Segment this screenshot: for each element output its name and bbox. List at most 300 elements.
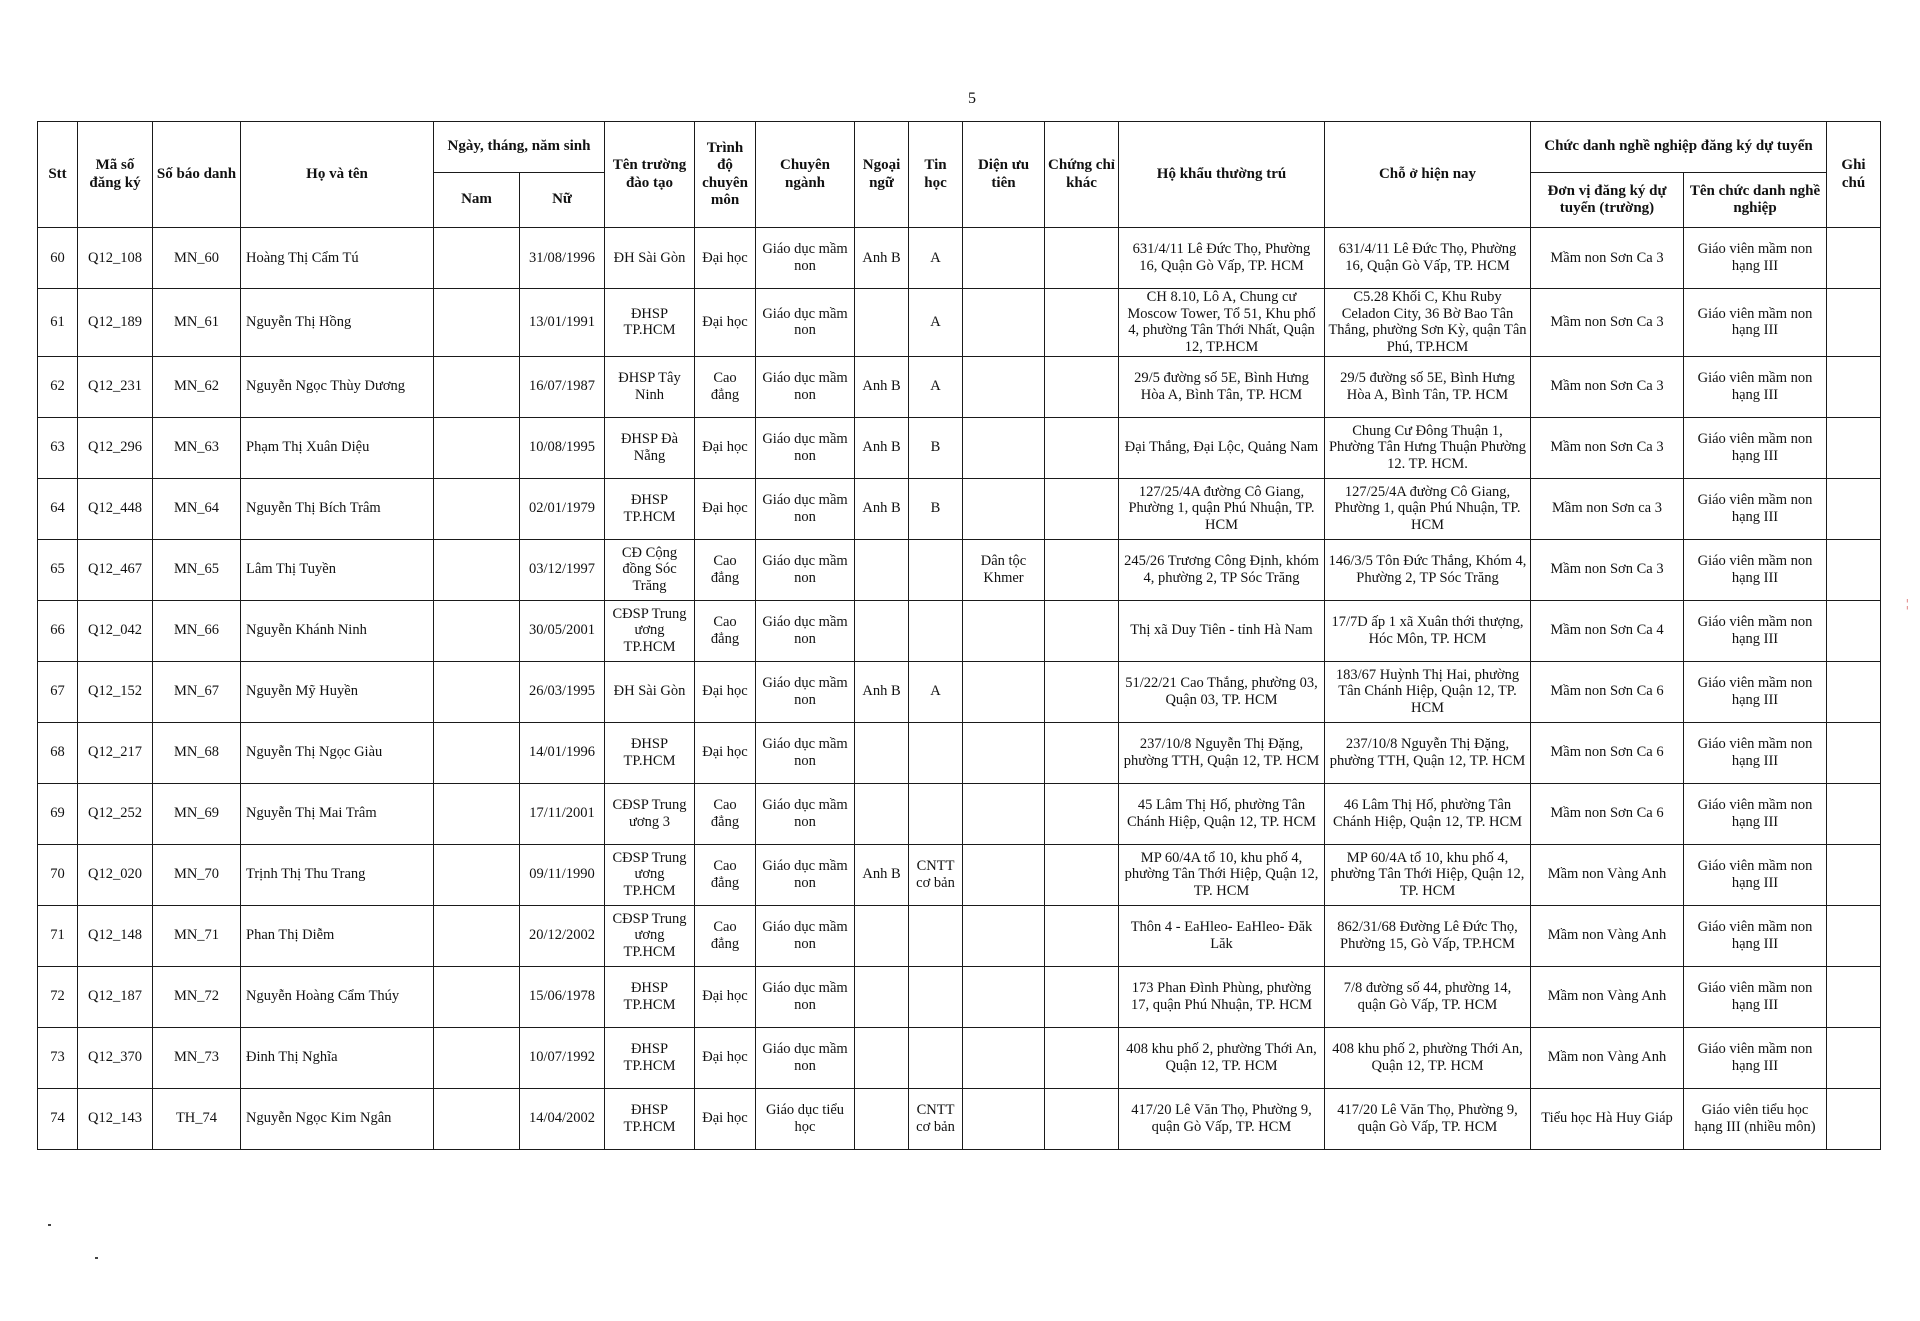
cell-chung-chi [1045,289,1119,357]
cell-nam [434,905,520,966]
cell-nam [434,228,520,289]
cell-ma-so: Q12_108 [78,228,153,289]
cell-dien-uu-tien [963,356,1045,417]
cell-tin-hoc [909,783,963,844]
cell-ho-ten: Nguyễn Ngọc Thùy Dương [241,356,434,417]
scan-speck [95,1257,98,1259]
cell-ho-khau: Thị xã Duy Tiên - tỉnh Hà Nam [1119,600,1325,661]
cell-trinh-do: Đại học [695,289,756,357]
cell-tin-hoc: A [909,289,963,357]
cell-nam [434,417,520,478]
cell-nam [434,1027,520,1088]
cell-so-bao-danh: MN_68 [153,722,241,783]
cell-tin-hoc: B [909,417,963,478]
cell-dien-uu-tien [963,478,1045,539]
header-ngoai-ngu: Ngoại ngữ [855,122,909,228]
cell-cho-o: 46 Lâm Thị Hố, phường Tân Chánh Hiệp, Quận 12, TP. HCM [1325,783,1531,844]
cell-so-bao-danh: TH_74 [153,1088,241,1149]
header-chuc-danh: Chức danh nghề nghiệp đăng ký dự tuyển [1531,122,1827,173]
cell-dien-uu-tien [963,417,1045,478]
cell-tin-hoc: CNTT cơ bản [909,1088,963,1149]
cell-ngoai-ngu: Anh B [855,844,909,905]
cell-ho-khau: 51/22/21 Cao Thắng, phường 03, Quận 03, TP. HCM [1119,661,1325,722]
cell-dien-uu-tien [963,1088,1045,1149]
cell-nu: 31/08/1996 [520,228,605,289]
cell-nam [434,844,520,905]
cell-so-bao-danh: MN_69 [153,783,241,844]
cell-ho-ten: Nguyễn Thị Ngọc Giàu [241,722,434,783]
cell-stt: 66 [38,600,78,661]
cell-ho-ten: Đinh Thị Nghĩa [241,1027,434,1088]
cell-ghi-chu [1827,966,1881,1027]
cell-chuyen-nganh: Giáo dục mầm non [756,228,855,289]
cell-nu: 20/12/2002 [520,905,605,966]
table-row [38,844,1881,905]
cell-cho-o: Chung Cư Đông Thuận 1, Phường Tân Hưng Thuận Phường 12. TP. HCM. [1325,417,1531,478]
cell-ho-khau: 237/10/8 Nguyễn Thị Đặng, phường TTH, Quận 12, TP. HCM [1119,722,1325,783]
table-row [38,228,1881,289]
cell-don-vi: Mầm non Sơn Ca 3 [1531,539,1684,600]
cell-ngoai-ngu [855,600,909,661]
cell-truong: ĐH Sài Gòn [605,661,695,722]
cell-tin-hoc: CNTT cơ bản [909,844,963,905]
cell-ma-so: Q12_187 [78,966,153,1027]
cell-ma-so: Q12_448 [78,478,153,539]
cell-ghi-chu [1827,1088,1881,1149]
cell-truong: ĐHSP TP.HCM [605,722,695,783]
candidate-table [37,121,1881,1150]
header-ma-so: Mã số đăng ký [78,122,153,228]
cell-don-vi: Mầm non Vàng Anh [1531,966,1684,1027]
cell-stt: 73 [38,1027,78,1088]
cell-chung-chi [1045,966,1119,1027]
cell-ma-so: Q12_252 [78,783,153,844]
cell-chuyen-nganh: Giáo dục mầm non [756,905,855,966]
cell-tin-hoc [909,966,963,1027]
cell-chuc-danh: Giáo viên mầm non hạng III [1684,417,1827,478]
cell-don-vi: Mầm non Sơn Ca 4 [1531,600,1684,661]
cell-stt: 65 [38,539,78,600]
cell-ho-ten: Nguyễn Ngọc Kim Ngân [241,1088,434,1149]
cell-chung-chi [1045,783,1119,844]
cell-truong: CĐSP Trung ương 3 [605,783,695,844]
cell-cho-o: 17/7D ấp 1 xã Xuân thới thượng, Hóc Môn, TP. HCM [1325,600,1531,661]
cell-ghi-chu [1827,844,1881,905]
header-don-vi: Đơn vị đăng ký dự tuyển (trường) [1531,173,1684,228]
cell-nam [434,661,520,722]
cell-chuyen-nganh: Giáo dục mầm non [756,966,855,1027]
cell-truong: ĐHSP Tây Ninh [605,356,695,417]
cell-don-vi: Mầm non Sơn Ca 6 [1531,783,1684,844]
cell-trinh-do: Đại học [695,478,756,539]
cell-nam [434,478,520,539]
table-row [38,356,1881,417]
cell-nam [434,289,520,357]
header-so-bao-danh: Số báo danh [153,122,241,228]
cell-chuyen-nganh: Giáo dục mầm non [756,356,855,417]
header-chung-chi: Chứng chỉ khác [1045,122,1119,228]
cell-truong: ĐHSP TP.HCM [605,478,695,539]
cell-ho-khau: CH 8.10, Lô A, Chung cư Moscow Tower, Tổ 51, Khu phố 4, phường Tân Thới Nhất, Quận 12, TP.HCM [1119,289,1325,357]
header-ho-khau: Hộ khẩu thường trú [1119,122,1325,228]
cell-truong: CĐ Cộng đồng Sóc Trăng [605,539,695,600]
cell-trinh-do: Đại học [695,722,756,783]
cell-trinh-do: Đại học [695,1088,756,1149]
cell-ghi-chu [1827,417,1881,478]
cell-chuyen-nganh: Giáo dục mầm non [756,722,855,783]
cell-chung-chi [1045,478,1119,539]
cell-trinh-do: Cao đẳng [695,844,756,905]
header-ghi-chu: Ghi chú [1827,122,1881,228]
cell-cho-o: 408 khu phố 2, phường Thới An, Quận 12, TP. HCM [1325,1027,1531,1088]
header-ho-ten: Họ và tên [241,122,434,228]
cell-cho-o: 631/4/11 Lê Đức Thọ, Phường 16, Quận Gò Vấp, TP. HCM [1325,228,1531,289]
cell-ghi-chu [1827,600,1881,661]
margin-mark: ¦ [1906,596,1909,610]
cell-truong: CĐSP Trung ương TP.HCM [605,600,695,661]
cell-don-vi: Mầm non Vàng Anh [1531,1027,1684,1088]
cell-tin-hoc: B [909,478,963,539]
table-row [38,289,1881,357]
table-body [38,228,1881,1150]
cell-don-vi: Mầm non Vàng Anh [1531,844,1684,905]
cell-chung-chi [1045,356,1119,417]
cell-ghi-chu [1827,478,1881,539]
cell-so-bao-danh: MN_64 [153,478,241,539]
cell-nu: 14/01/1996 [520,722,605,783]
cell-nu: 03/12/1997 [520,539,605,600]
cell-chuc-danh: Giáo viên mầm non hạng III [1684,356,1827,417]
cell-ma-so: Q12_189 [78,289,153,357]
cell-chung-chi [1045,1088,1119,1149]
cell-nu: 13/01/1991 [520,289,605,357]
cell-ghi-chu [1827,356,1881,417]
cell-ho-khau: Đại Thắng, Đại Lộc, Quảng Nam [1119,417,1325,478]
cell-ma-so: Q12_152 [78,661,153,722]
cell-cho-o: 7/8 đường số 44, phường 14, quận Gò Vấp, TP. HCM [1325,966,1531,1027]
cell-truong: ĐHSP TP.HCM [605,966,695,1027]
cell-chuc-danh: Giáo viên mầm non hạng III [1684,600,1827,661]
cell-don-vi: Mầm non Sơn Ca 3 [1531,228,1684,289]
cell-trinh-do: Cao đẳng [695,905,756,966]
cell-don-vi: Mầm non Sơn Ca 3 [1531,417,1684,478]
scan-speck [48,1224,51,1226]
cell-ghi-chu [1827,905,1881,966]
cell-ghi-chu [1827,1027,1881,1088]
cell-trinh-do: Cao đẳng [695,600,756,661]
header-nu: Nữ [520,173,605,228]
cell-ghi-chu [1827,722,1881,783]
cell-don-vi: Tiểu học Hà Huy Giáp [1531,1088,1684,1149]
cell-dien-uu-tien [963,228,1045,289]
cell-tin-hoc [909,1027,963,1088]
cell-cho-o: 146/3/5 Tôn Đức Thắng, Khóm 4, Phường 2, TP Sóc Trăng [1325,539,1531,600]
cell-chung-chi [1045,600,1119,661]
cell-ho-ten: Phan Thị Diễm [241,905,434,966]
cell-ho-khau: 127/25/4A đường Cô Giang, Phường 1, quận Phú Nhuận, TP. HCM [1119,478,1325,539]
cell-chuc-danh: Giáo viên mầm non hạng III [1684,966,1827,1027]
cell-trinh-do: Cao đẳng [695,356,756,417]
cell-tin-hoc [909,905,963,966]
cell-chung-chi [1045,539,1119,600]
cell-chuyen-nganh: Giáo dục mầm non [756,539,855,600]
cell-tin-hoc [909,539,963,600]
cell-so-bao-danh: MN_65 [153,539,241,600]
header-nam: Nam [434,173,520,228]
table-row [38,478,1881,539]
header-dien-uu-tien: Diện ưu tiên [963,122,1045,228]
table-row [38,539,1881,600]
cell-ho-ten: Nguyễn Mỹ Huyền [241,661,434,722]
cell-ma-so: Q12_148 [78,905,153,966]
cell-stt: 62 [38,356,78,417]
cell-chung-chi [1045,417,1119,478]
cell-chuyen-nganh: Giáo dục mầm non [756,783,855,844]
cell-don-vi: Mầm non Sơn Ca 6 [1531,661,1684,722]
cell-so-bao-danh: MN_67 [153,661,241,722]
cell-stt: 72 [38,966,78,1027]
cell-stt: 71 [38,905,78,966]
cell-chuc-danh: Giáo viên mầm non hạng III [1684,905,1827,966]
cell-chuyen-nganh: Giáo dục mầm non [756,289,855,357]
cell-chuc-danh: Giáo viên mầm non hạng III [1684,228,1827,289]
cell-stt: 64 [38,478,78,539]
cell-stt: 61 [38,289,78,357]
cell-chuc-danh: Giáo viên mầm non hạng III [1684,1027,1827,1088]
cell-ghi-chu [1827,289,1881,357]
cell-so-bao-danh: MN_60 [153,228,241,289]
table-row [38,417,1881,478]
cell-trinh-do: Cao đẳng [695,783,756,844]
cell-chuc-danh: Giáo viên mầm non hạng III [1684,844,1827,905]
cell-dien-uu-tien [963,722,1045,783]
cell-dien-uu-tien [963,661,1045,722]
cell-ho-khau: 245/26 Trương Công Định, khóm 4, phường 2, TP Sóc Trăng [1119,539,1325,600]
cell-ngoai-ngu: Anh B [855,356,909,417]
cell-ngoai-ngu [855,539,909,600]
cell-cho-o: 127/25/4A đường Cô Giang, Phường 1, quận Phú Nhuận, TP. HCM [1325,478,1531,539]
cell-stt: 70 [38,844,78,905]
cell-nam [434,600,520,661]
cell-nam [434,356,520,417]
cell-tin-hoc: A [909,356,963,417]
header-stt: Stt [38,122,78,228]
cell-chuc-danh: Giáo viên mầm non hạng III [1684,783,1827,844]
cell-trinh-do: Cao đẳng [695,539,756,600]
cell-trinh-do: Đại học [695,966,756,1027]
cell-ho-ten: Nguyễn Thị Bích Trâm [241,478,434,539]
cell-so-bao-danh: MN_63 [153,417,241,478]
cell-ma-so: Q12_020 [78,844,153,905]
cell-trinh-do: Đại học [695,228,756,289]
cell-ma-so: Q12_231 [78,356,153,417]
cell-ho-khau: 408 khu phố 2, phường Thới An, Quận 12, TP. HCM [1119,1027,1325,1088]
cell-nu: 10/08/1995 [520,417,605,478]
cell-nu: 30/05/2001 [520,600,605,661]
cell-ngoai-ngu: Anh B [855,661,909,722]
cell-chuyen-nganh: Giáo dục mầm non [756,417,855,478]
cell-stt: 69 [38,783,78,844]
cell-stt: 67 [38,661,78,722]
cell-truong: ĐHSP Đà Nẵng [605,417,695,478]
header-truong: Tên trường đào tạo [605,122,695,228]
table-row [38,783,1881,844]
cell-ho-ten: Hoàng Thị Cẩm Tú [241,228,434,289]
cell-truong: CĐSP Trung ương TP.HCM [605,844,695,905]
cell-dien-uu-tien [963,289,1045,357]
cell-truong: ĐHSP TP.HCM [605,289,695,357]
cell-ngoai-ngu [855,905,909,966]
cell-truong: ĐHSP TP.HCM [605,1027,695,1088]
cell-nam [434,539,520,600]
cell-dien-uu-tien [963,905,1045,966]
cell-truong: CĐSP Trung ương TP.HCM [605,905,695,966]
cell-chuyen-nganh: Giáo dục tiểu học [756,1088,855,1149]
cell-truong: ĐHSP TP.HCM [605,1088,695,1149]
cell-ngoai-ngu: Anh B [855,417,909,478]
cell-cho-o: MP 60/4A tổ 10, khu phố 4, phường Tân Thới Hiệp, Quận 12, TP. HCM [1325,844,1531,905]
cell-ngoai-ngu [855,722,909,783]
cell-trinh-do: Đại học [695,661,756,722]
table-row [38,722,1881,783]
cell-ma-so: Q12_143 [78,1088,153,1149]
cell-dien-uu-tien: Dân tộc Khmer [963,539,1045,600]
cell-so-bao-danh: MN_73 [153,1027,241,1088]
cell-so-bao-danh: MN_72 [153,966,241,1027]
cell-tin-hoc [909,722,963,783]
cell-chuc-danh: Giáo viên mầm non hạng III [1684,539,1827,600]
cell-ngoai-ngu [855,1027,909,1088]
cell-ngoai-ngu [855,783,909,844]
cell-cho-o: 183/67 Huỳnh Thị Hai, phường Tân Chánh Hiệp, Quận 12, TP. HCM [1325,661,1531,722]
cell-ho-khau: 173 Phan Đình Phùng, phường 17, quận Phú Nhuận, TP. HCM [1119,966,1325,1027]
cell-stt: 63 [38,417,78,478]
cell-don-vi: Mầm non Sơn Ca 6 [1531,722,1684,783]
cell-dien-uu-tien [963,1027,1045,1088]
cell-ngoai-ngu [855,289,909,357]
cell-ma-so: Q12_042 [78,600,153,661]
cell-ghi-chu [1827,539,1881,600]
cell-ghi-chu [1827,783,1881,844]
cell-chung-chi [1045,844,1119,905]
cell-nu: 26/03/1995 [520,661,605,722]
header-chuyen-nganh: Chuyên ngành [756,122,855,228]
cell-ho-ten: Phạm Thị Xuân Diệu [241,417,434,478]
cell-stt: 60 [38,228,78,289]
cell-ma-so: Q12_370 [78,1027,153,1088]
table-row [38,1027,1881,1088]
header-cho-o: Chỗ ở hiện nay [1325,122,1531,228]
cell-don-vi: Mầm non Sơn ca 3 [1531,478,1684,539]
cell-chung-chi [1045,722,1119,783]
cell-chung-chi [1045,905,1119,966]
cell-chuc-danh: Giáo viên mầm non hạng III [1684,722,1827,783]
header-trinh-do: Trình độ chuyên môn [695,122,756,228]
cell-so-bao-danh: MN_70 [153,844,241,905]
cell-nu: 14/04/2002 [520,1088,605,1149]
cell-nu: 10/07/1992 [520,1027,605,1088]
cell-chung-chi [1045,1027,1119,1088]
cell-ngoai-ngu: Anh B [855,228,909,289]
cell-trinh-do: Đại học [695,417,756,478]
page-number: 5 [968,90,976,107]
cell-nam [434,966,520,1027]
cell-ho-ten: Nguyễn Thị Hồng [241,289,434,357]
cell-cho-o: 417/20 Lê Văn Thọ, Phường 9, quận Gò Vấp, TP. HCM [1325,1088,1531,1149]
cell-cho-o: 29/5 đường số 5E, Bình Hưng Hòa A, Bình Tân, TP. HCM [1325,356,1531,417]
cell-ngoai-ngu [855,1088,909,1149]
cell-ngoai-ngu [855,966,909,1027]
cell-cho-o: 237/10/8 Nguyễn Thị Đặng, phường TTH, Quận 12, TP. HCM [1325,722,1531,783]
cell-ngoai-ngu: Anh B [855,478,909,539]
cell-ho-ten: Lâm Thị Tuyền [241,539,434,600]
cell-ho-khau: 417/20 Lê Văn Thọ, Phường 9, quận Gò Vấp, TP. HCM [1119,1088,1325,1149]
cell-ho-khau: Thôn 4 - EaHleo- EaHleo- Đăk Lăk [1119,905,1325,966]
cell-nu: 02/01/1979 [520,478,605,539]
table-row [38,1088,1881,1149]
cell-ghi-chu [1827,661,1881,722]
cell-chuc-danh: Giáo viên mầm non hạng III [1684,661,1827,722]
cell-ho-khau: MP 60/4A tổ 10, khu phố 4, phường Tân Thới Hiệp, Quận 12, TP. HCM [1119,844,1325,905]
cell-ho-khau: 45 Lâm Thị Hố, phường Tân Chánh Hiệp, Quận 12, TP. HCM [1119,783,1325,844]
table-row [38,905,1881,966]
cell-ho-khau: 631/4/11 Lê Đức Thọ, Phường 16, Quận Gò Vấp, TP. HCM [1119,228,1325,289]
cell-nu: 15/06/1978 [520,966,605,1027]
table-row [38,661,1881,722]
cell-chuyen-nganh: Giáo dục mầm non [756,1027,855,1088]
cell-cho-o: 862/31/68 Đường Lê Đức Thọ, Phường 15, Gò Vấp, TP.HCM [1325,905,1531,966]
cell-ho-ten: Trịnh Thị Thu Trang [241,844,434,905]
cell-nam [434,722,520,783]
cell-dien-uu-tien [963,844,1045,905]
header-ngay-sinh: Ngày, tháng, năm sinh [434,122,605,173]
cell-ma-so: Q12_296 [78,417,153,478]
cell-stt: 74 [38,1088,78,1149]
cell-ma-so: Q12_467 [78,539,153,600]
cell-dien-uu-tien [963,600,1045,661]
cell-nam [434,783,520,844]
cell-chung-chi [1045,228,1119,289]
cell-nu: 17/11/2001 [520,783,605,844]
cell-chuyen-nganh: Giáo dục mầm non [756,600,855,661]
cell-ghi-chu [1827,228,1881,289]
cell-nu: 09/11/1990 [520,844,605,905]
cell-truong: ĐH Sài Gòn [605,228,695,289]
cell-stt: 68 [38,722,78,783]
cell-don-vi: Mầm non Sơn Ca 3 [1531,289,1684,357]
cell-so-bao-danh: MN_61 [153,289,241,357]
cell-ho-ten: Nguyễn Khánh Ninh [241,600,434,661]
cell-chuc-danh: Giáo viên mầm non hạng III [1684,478,1827,539]
cell-so-bao-danh: MN_62 [153,356,241,417]
cell-don-vi: Mầm non Vàng Anh [1531,905,1684,966]
cell-cho-o: C5.28 Khối C, Khu Ruby Celadon City, 36 Bờ Bao Tân Thắng, phường Sơn Kỳ, quận Tân Phú, TP.HCM [1325,289,1531,357]
cell-chuc-danh: Giáo viên tiểu học hạng III (nhiều môn) [1684,1088,1827,1149]
cell-chuc-danh: Giáo viên mầm non hạng III [1684,289,1827,357]
cell-ho-khau: 29/5 đường số 5E, Bình Hưng Hòa A, Bình Tân, TP. HCM [1119,356,1325,417]
cell-chuyen-nganh: Giáo dục mầm non [756,478,855,539]
cell-nu: 16/07/1987 [520,356,605,417]
cell-trinh-do: Đại học [695,1027,756,1088]
table-row [38,966,1881,1027]
cell-ma-so: Q12_217 [78,722,153,783]
cell-so-bao-danh: MN_71 [153,905,241,966]
cell-chuyen-nganh: Giáo dục mầm non [756,661,855,722]
header-tin-hoc: Tin học [909,122,963,228]
cell-ho-ten: Nguyễn Thị Mai Trâm [241,783,434,844]
cell-chung-chi [1045,661,1119,722]
cell-dien-uu-tien [963,783,1045,844]
